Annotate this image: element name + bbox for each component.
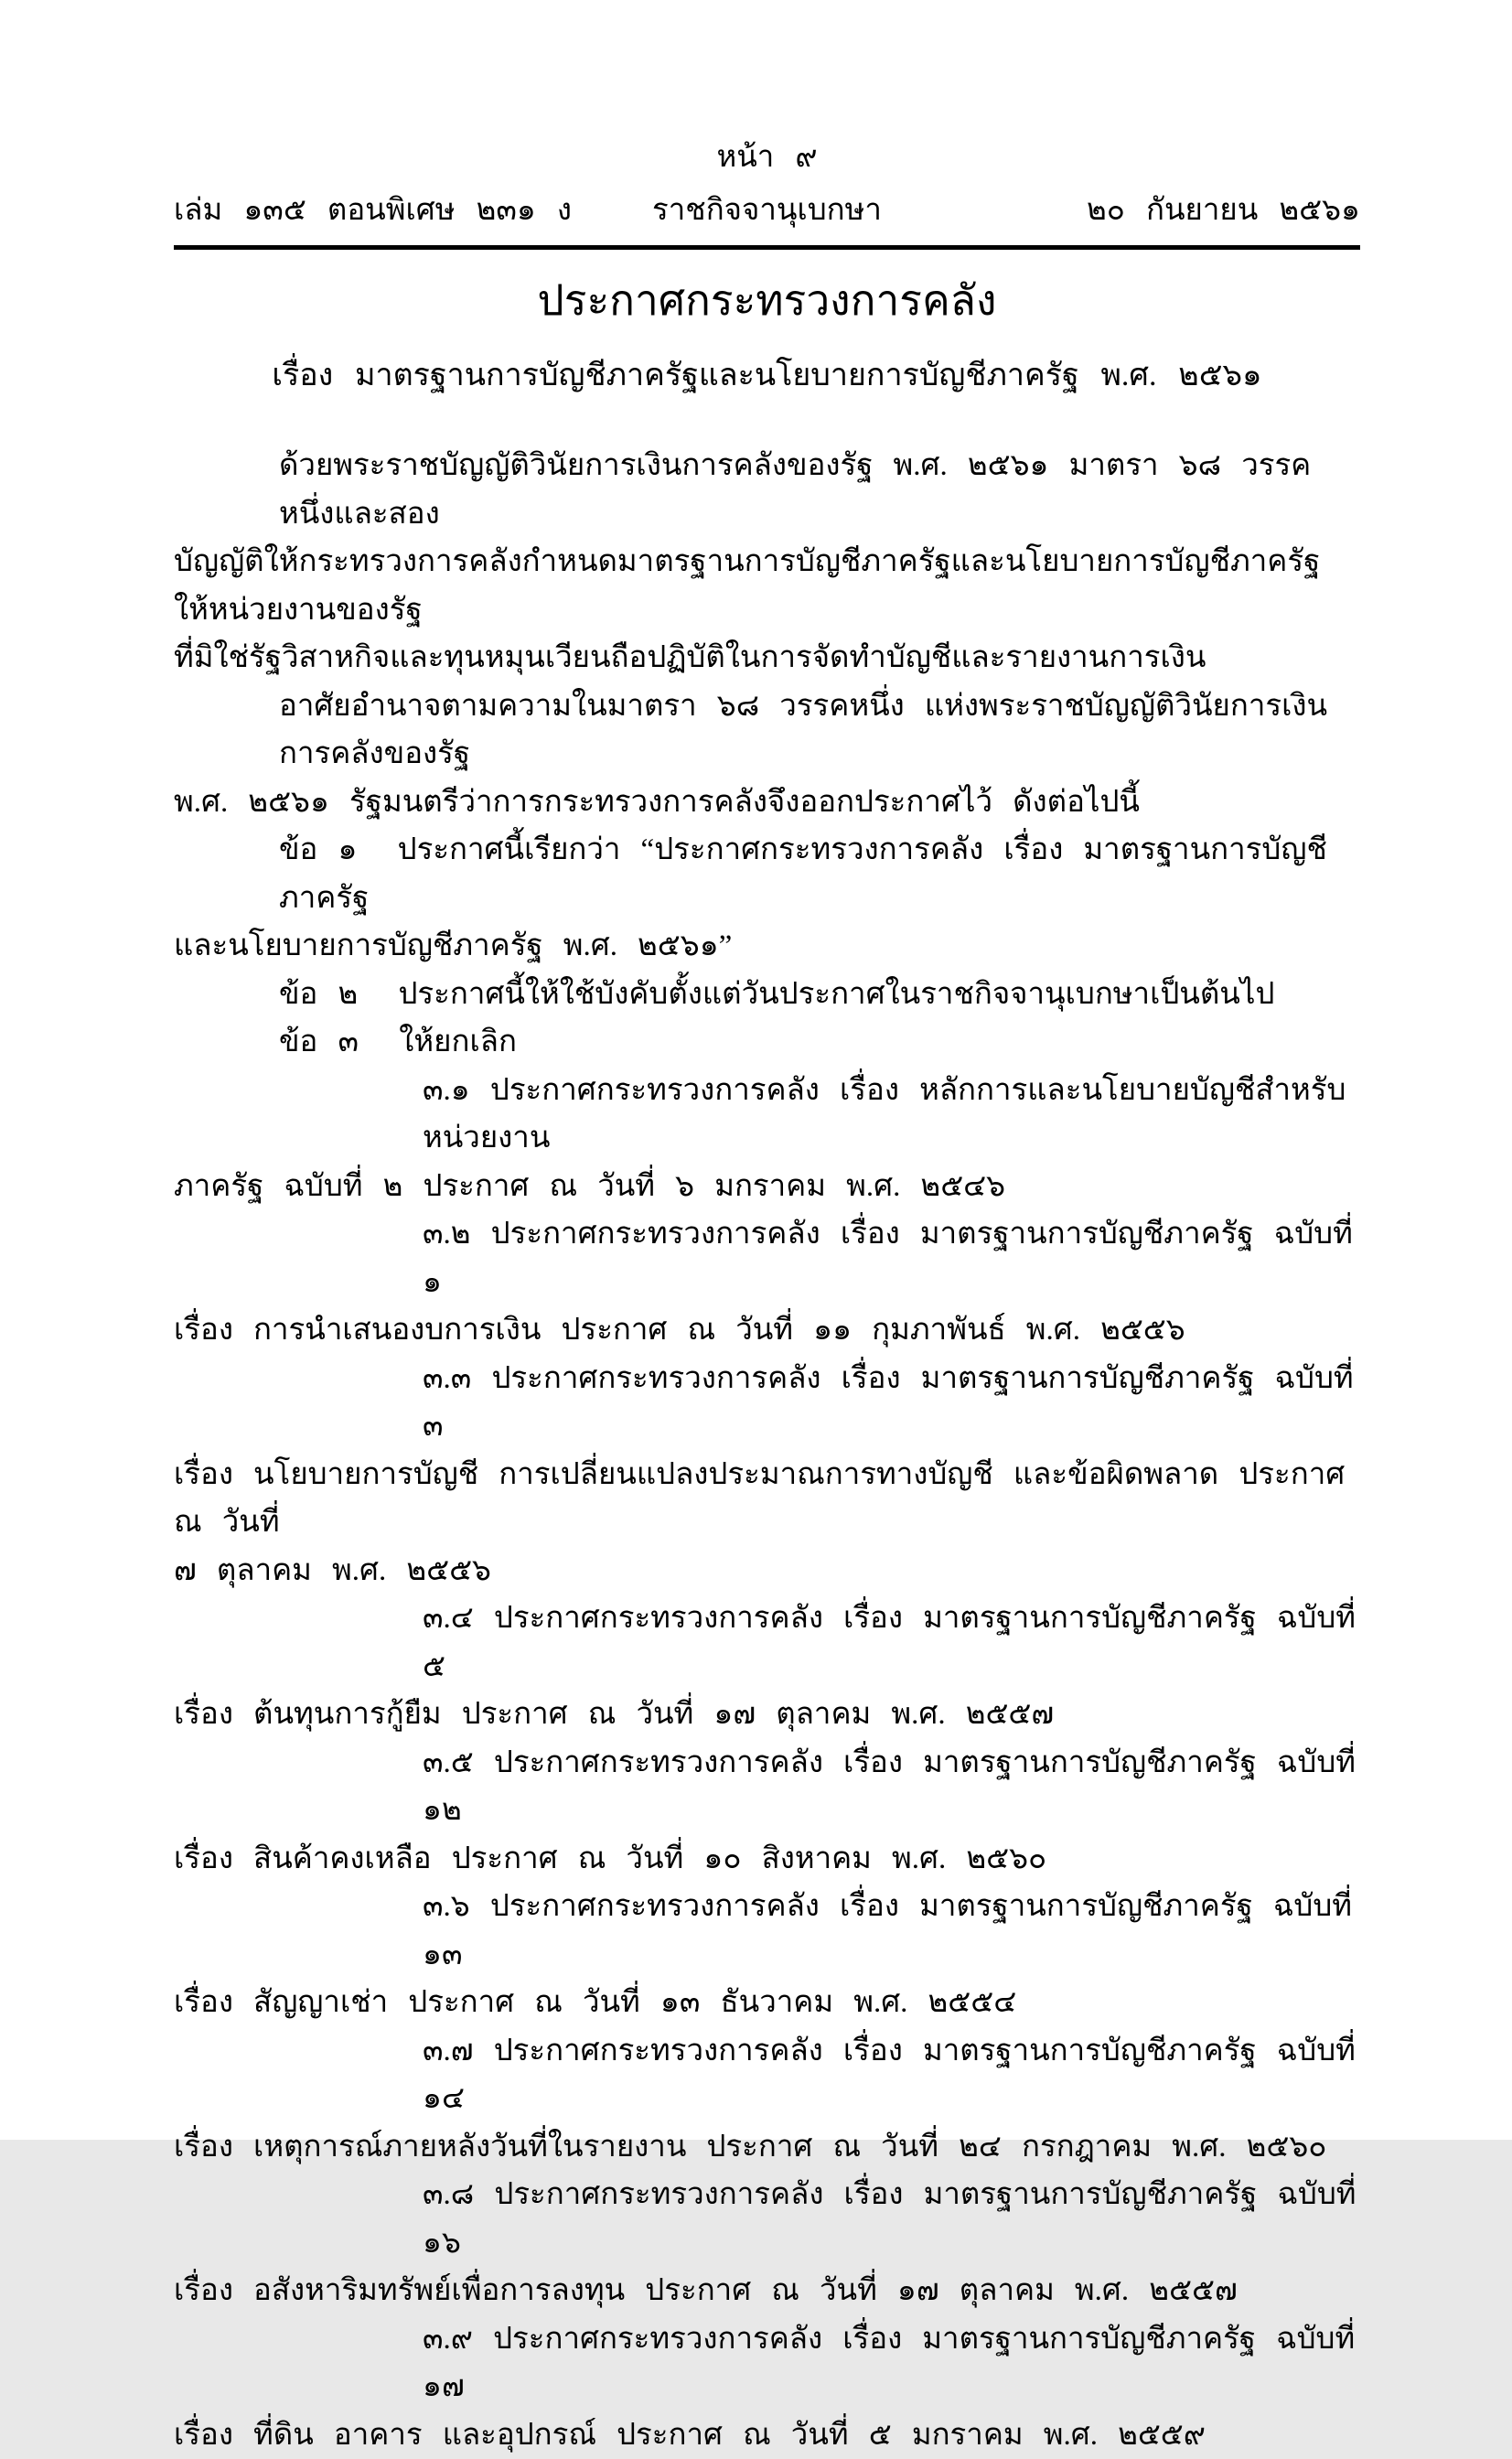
publication-date: ๒๐ กันยายน ๒๕๖๑ [1087, 190, 1360, 231]
header-rule [174, 245, 1360, 250]
body-line: และนโยบายการบัญชีภาครัฐ พ.ศ. ๒๕๖๑” [174, 922, 1360, 971]
body-line: ข้อ ๒ ประกาศนี้ให้ใช้บังคับตั้งแต่วันประกาศในราชกิจจานุเบกษาเป็นต้นไป [174, 971, 1360, 1019]
body-line: เรื่อง ต้นทุนการกู้ยืม ประกาศ ณ วันที่ ๑๗ ตุลาคม พ.ศ. ๒๕๕๗ [174, 1691, 1360, 1739]
body-line: เรื่อง สัญญาเช่า ประกาศ ณ วันที่ ๑๓ ธันวาคม พ.ศ. ๒๕๕๔ [174, 1979, 1360, 2027]
body-line: ๓.๒ ประกาศกระทรวงการคลัง เรื่อง มาตรฐานการบัญชีภาครัฐ ฉบับที่ ๑ [174, 1210, 1360, 1306]
body-line: เรื่อง นโยบายการบัญชี การเปลี่ยนแปลงประมาณการทางบัญชี และข้อผิดพลาด ประกาศ ณ วันที่ [174, 1451, 1360, 1547]
body-line: เรื่อง สินค้าคงเหลือ ประกาศ ณ วันที่ ๑๐ สิงหาคม พ.ศ. ๒๕๖๐ [174, 1835, 1360, 1884]
body-line: เรื่อง การนำเสนองบการเงิน ประกาศ ณ วันที่ ๑๑ กุมภาพันธ์ พ.ศ. ๒๕๕๖ [174, 1306, 1360, 1355]
body-line: ๓.๙ ประกาศกระทรวงการคลัง เรื่อง มาตรฐานการบัญชีภาครัฐ ฉบับที่ ๑๗ [174, 2315, 1360, 2411]
page-number-label: หน้า ๙ [174, 137, 1360, 177]
body-line: บัญญัติให้กระทรวงการคลังกำหนดมาตรฐานการบัญชีภาครัฐและนโยบายการบัญชีภาครัฐ ให้หน่วยงานของรัฐ [174, 538, 1360, 634]
body-line: ข้อ ๓ ให้ยกเลิก [174, 1018, 1360, 1067]
body-line: ๓.๓ ประกาศกระทรวงการคลัง เรื่อง มาตรฐานการบัญชีภาครัฐ ฉบับที่ ๓ [174, 1355, 1360, 1451]
body-line: ๗ ตุลาคม พ.ศ. ๒๕๕๖ [174, 1547, 1360, 1595]
body-line: ๓.๘ ประกาศกระทรวงการคลัง เรื่อง มาตรฐานการบัญชีภาครัฐ ฉบับที่ ๑๖ [174, 2171, 1360, 2267]
gazette-title: ราชกิจจานุเบกษา [652, 190, 882, 231]
body-line: ภาครัฐ ฉบับที่ ๒ ประกาศ ณ วันที่ ๖ มกราคม พ.ศ. ๒๕๔๖ [174, 1163, 1360, 1211]
body-line: เรื่อง ที่ดิน อาคาร และอุปกรณ์ ประกาศ ณ วันที่ ๕ มกราคม พ.ศ. ๒๕๕๙ [174, 2411, 1360, 2459]
body-line: ข้อ ๑ ประกาศนี้เรียกว่า “ประกาศกระทรวงการคลัง เรื่อง มาตรฐานการบัญชีภาครัฐ [174, 826, 1360, 922]
body-line: ๓.๗ ประกาศกระทรวงการคลัง เรื่อง มาตรฐานการบัญชีภาครัฐ ฉบับที่ ๑๔ [174, 2027, 1360, 2123]
announcement-title: ประกาศกระทรวงการคลัง [174, 274, 1360, 328]
body-line: เรื่อง เหตุการณ์ภายหลังวันที่ในรายงาน ประกาศ ณ วันที่ ๒๔ กรกฎาคม พ.ศ. ๒๕๖๐ [174, 2123, 1360, 2172]
document-body [174, 442, 1360, 2459]
masthead [174, 190, 1360, 231]
body-line: ๓.๕ ประกาศกระทรวงการคลัง เรื่อง มาตรฐานการบัญชีภาครัฐ ฉบับที่ ๑๒ [174, 1739, 1360, 1835]
body-line: ด้วยพระราชบัญญัติวินัยการเงินการคลังของรัฐ พ.ศ. ๒๕๖๑ มาตรา ๖๘ วรรคหนึ่งและสอง [174, 442, 1360, 538]
body-line: ๓.๑ ประกาศกระทรวงการคลัง เรื่อง หลักการและนโยบายบัญชีสำหรับหน่วยงาน [174, 1067, 1360, 1163]
volume-label: เล่ม ๑๓๕ ตอนพิเศษ ๒๓๑ ง [174, 190, 572, 231]
page-content [174, 0, 1360, 2459]
announcement-subject: เรื่อง มาตรฐานการบัญชีภาครัฐและนโยบายการบัญชีภาครัฐ พ.ศ. ๒๕๖๑ [174, 354, 1360, 398]
body-line: ที่มิใช่รัฐวิสาหกิจและทุนหมุนเวียนถือปฏิบัติในการจัดทำบัญชีและรายงานการเงิน [174, 634, 1360, 682]
body-line: ๓.๖ ประกาศกระทรวงการคลัง เรื่อง มาตรฐานการบัญชีภาครัฐ ฉบับที่ ๑๓ [174, 1883, 1360, 1979]
body-line: ๓.๔ ประกาศกระทรวงการคลัง เรื่อง มาตรฐานการบัญชีภาครัฐ ฉบับที่ ๕ [174, 1595, 1360, 1691]
body-line: อาศัยอำนาจตามความในมาตรา ๖๘ วรรคหนึ่ง แห่งพระราชบัญญัติวินัยการเงินการคลังของรัฐ [174, 682, 1360, 779]
body-line: เรื่อง อสังหาริมทรัพย์เพื่อการลงทุน ประกาศ ณ วันที่ ๑๗ ตุลาคม พ.ศ. ๒๕๕๗ [174, 2267, 1360, 2315]
body-line: พ.ศ. ๒๕๖๑ รัฐมนตรีว่าการกระทรวงการคลังจึงออกประกาศไว้ ดังต่อไปนี้ [174, 779, 1360, 827]
